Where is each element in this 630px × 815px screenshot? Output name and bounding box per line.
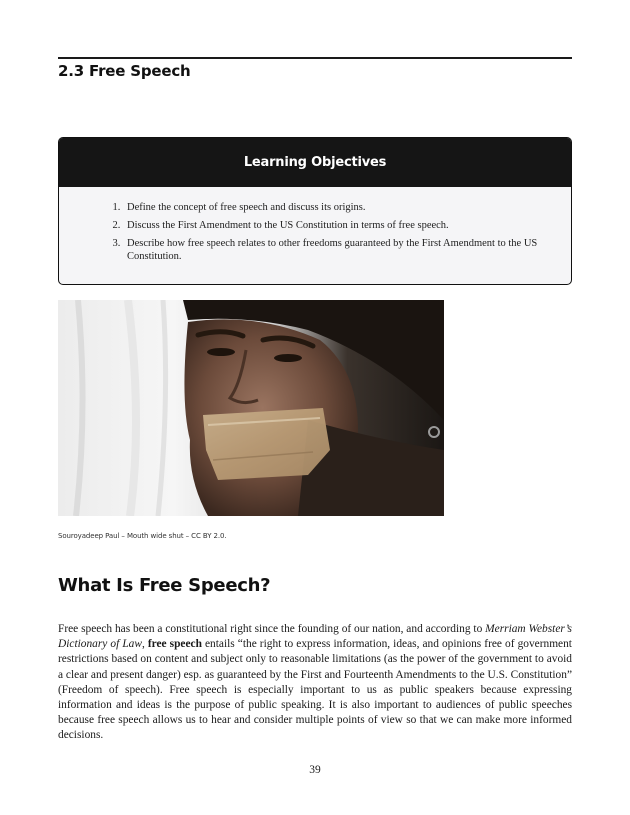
paragraph-text: Free speech has been a constitutional right since the founding of our nation, and according to [58,623,486,635]
key-term: free speech [147,638,202,651]
objective-item: 3. Describe how free speech relates to other freedoms guaranteed by the First Amendment to the US Constitution. [123,237,557,263]
paragraph-text: entails “the right to express information, ideas, and opinions free of government restrictions based on content and subject only to reasonable limitations (as the power of the government to avoid a clear and present danger) esp. as guaranteed by the First and Fourteenth Amendments to the U.S. Constitution” (Freedom of speech). Free speech is especially important to us as public speakers because expressing information and ideas is the purpose of public speaking. It is also important to audiences of public speeches because free speech allows us to hear and consider multiple points of view so that we can make more informed decisions. [58,638,572,742]
top-rule [58,57,572,59]
learning-objectives-list [59,187,571,263]
section-title: 2.3 Free Speech [58,62,191,80]
learning-objectives-header: Learning Objectives [59,138,571,187]
objective-item: 2. Discuss the First Amendment to the US Constitution in terms of free speech. [123,219,557,232]
figure-caption: Souroyadeep Paul – Mouth wide shut – CC BY 2.0. [58,532,227,540]
learning-objectives-box [58,137,572,285]
photo-illustration [58,300,444,516]
body-paragraph [58,622,572,744]
dictionary-citation: Merriam Webster’s Dictionary of Law [58,623,572,651]
subsection-title: What Is Free Speech? [58,575,271,596]
figure-photo [58,300,444,516]
page-number: 39 [309,764,321,776]
objective-item: 1. Define the concept of free speech and discuss its origins. [123,201,557,214]
paragraph-text: , [141,638,148,651]
